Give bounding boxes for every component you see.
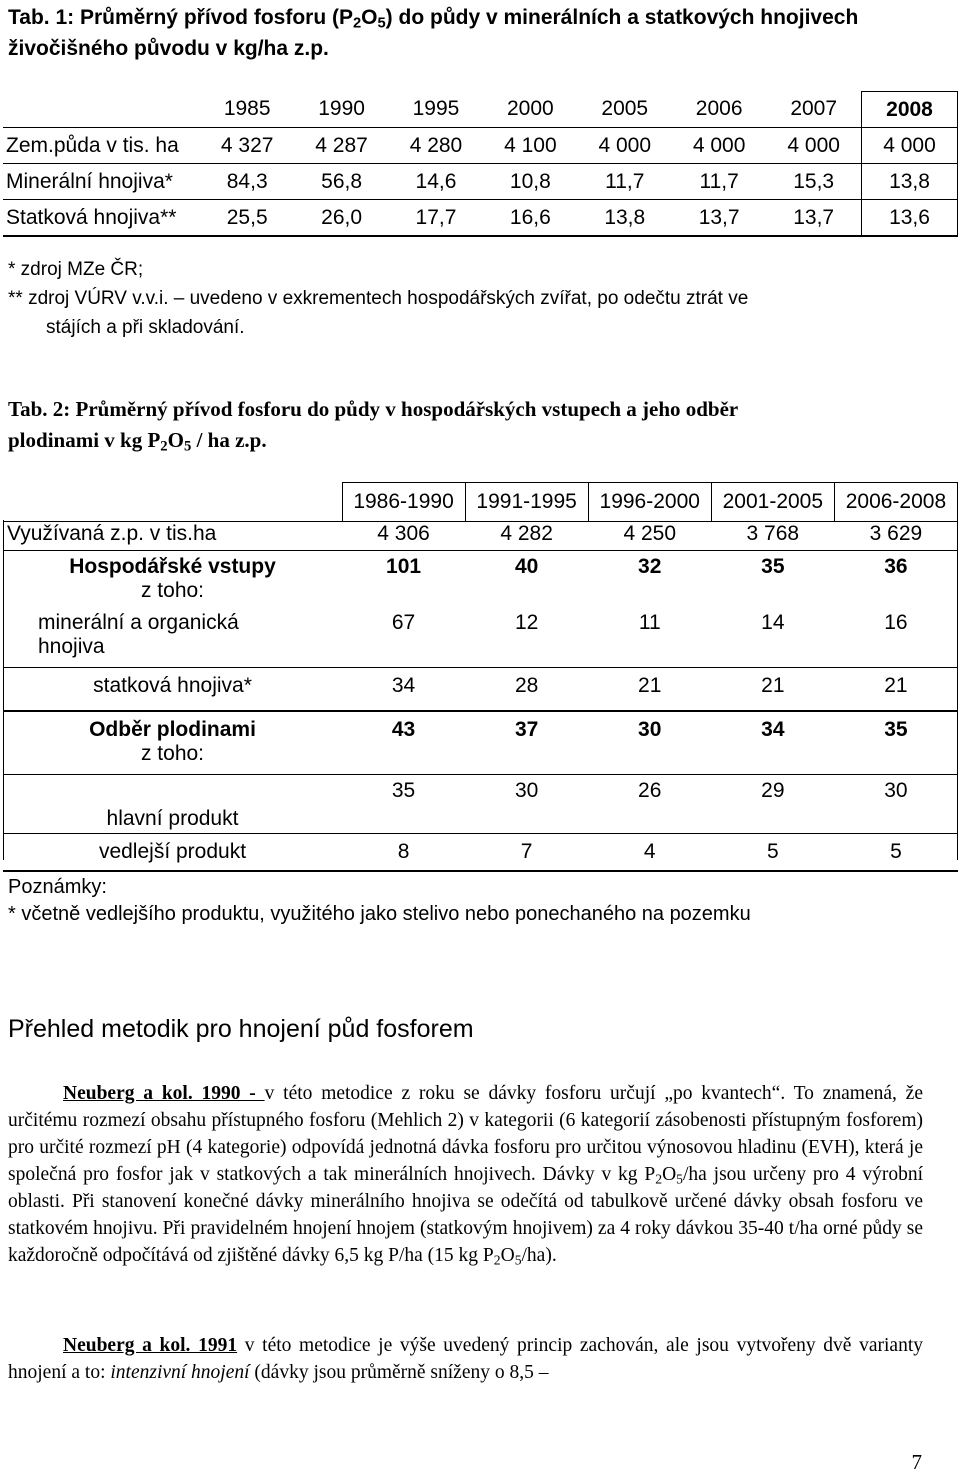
value-cell: 5 — [711, 834, 834, 872]
footnote-3: stájích a při skladování. — [46, 317, 245, 338]
row-label: minerální a organická hnojiva — [3, 611, 342, 668]
value-cell: 34 — [711, 711, 834, 775]
value-cell: 4 — [588, 834, 711, 872]
period-cell: 2006-2008 — [834, 483, 957, 522]
value-cell: 25,5 — [200, 200, 294, 237]
table2-title: Tab. 2: Průměrný přívod fosforu do půdy v hospodářských vstupech a jeho odběr plodinami v kg $P_2O_5$ / ha z.p. — [8, 397, 739, 455]
value-cell: 13,6 — [862, 200, 958, 237]
period-cell: 2001-2005 — [711, 483, 834, 522]
value-cell: 35 — [342, 775, 465, 834]
value-cell: 12 — [465, 611, 588, 668]
table-row — [3, 834, 958, 872]
value-cell: 3 768 — [711, 522, 834, 551]
value-cell: 29 — [711, 775, 834, 834]
row-label: statková hnojiva* — [3, 668, 342, 712]
value-cell: 13,7 — [672, 200, 766, 237]
table-row — [3, 551, 958, 612]
value-cell: 26 — [588, 775, 711, 834]
value-cell: 15,3 — [766, 164, 861, 200]
year-cell: 2000 — [483, 92, 577, 128]
value-cell: 34 — [342, 668, 465, 712]
value-cell: 11,7 — [578, 164, 672, 200]
row-label: Využívaná z.p. v tis.ha — [3, 522, 342, 551]
row-label: Zem.půda v tis. ha — [3, 128, 200, 164]
value-cell: 40 — [514, 555, 539, 578]
table-row — [3, 775, 958, 834]
value-cell: 3 629 — [834, 522, 957, 551]
table-row — [3, 128, 958, 164]
value-cell: 11 — [588, 611, 711, 668]
value-cell: 8 — [342, 834, 465, 872]
value-cell: 4 327 — [200, 128, 294, 164]
value-cell: 4 282 — [465, 522, 588, 551]
value-cell: 4 000 — [578, 128, 672, 164]
row-label: Hospodářské vstupy z toho: — [69, 555, 276, 602]
table-row — [3, 522, 958, 551]
year-cell: 1995 — [389, 92, 483, 128]
value-cell: 28 — [465, 668, 588, 712]
value-cell: 10,8 — [483, 164, 577, 200]
value-cell: 4 250 — [588, 522, 711, 551]
row-label: Minerální hnojiva* — [3, 164, 200, 200]
table-row — [3, 668, 958, 712]
value-cell: 21 — [588, 668, 711, 712]
table1-title: Tab. 1: Průměrný přívod fosforu $(P_2O_5)$ do půdy v minerálních a statkových hnojivech živočišného původu v kg/ha z.p. — [8, 6, 859, 60]
value-cell: 32 — [638, 555, 662, 578]
section-heading: Přehled metodik pro hnojení půd fosforem — [8, 1015, 474, 1043]
footnote-1: * zdroj MZe ČR; — [8, 259, 144, 280]
value-cell: 35 — [761, 555, 785, 578]
value-cell: 43 — [342, 711, 465, 775]
value-cell: 21 — [834, 668, 957, 712]
note-1: * včetně vedlejšího produktu, využitého jako stelivo nebo ponechaného na pozemku — [8, 903, 751, 925]
page-number: 7 — [911, 1450, 922, 1474]
table-row — [3, 200, 958, 237]
year-cell: 1985 — [200, 92, 294, 128]
table-row — [3, 611, 958, 668]
value-cell: 4 287 — [294, 128, 388, 164]
paragraph-neuberg-1990: Neuberg a kol. 1990 - v této metodice z roku se dávky fosforu určují „po kvantech“. To znamená, že určitému rozmezí obsahu přístupného fosforu (Mehlich 2) v kategorii (6 kategorií zásobenosti přístupným fosforem) pro určité rozmezí pH (4 kategorie) odpovídá jednotná dávka fosforu pro určitou výnosovou hladinu (EVH), která je společná pro fosfor jak v statkových a tak minerálních hnojivech. Dávky v kg $P_2O_5/ha$ jsou určeny pro 4 výrobní oblasti. Při stanovení konečné dávky minerálního hnojiva se odečítá od tabulkově určené dávky obsah fosforu ve statkovém hnojivu. Při pravidelném hnojení hnojem (statkovým hnojivem) za 4 roky dávkou 35-40 t/ha orné půdy se každoročně odpočítává od zjištěné dávky 6,5 kg P/ha (15 kg $P_2O_5/ha$). — [8, 1083, 923, 1268]
year-cell: 1990 — [294, 92, 388, 128]
table2-right-border — [957, 520, 958, 860]
row-label: Odběr plodinami z toho: — [3, 711, 342, 775]
value-cell: 16,6 — [483, 200, 577, 237]
period-cell: 1996-2000 — [588, 483, 711, 522]
table-row — [3, 711, 958, 775]
row-label: vedlejší produkt — [3, 834, 342, 872]
value-cell: 101 — [386, 555, 422, 578]
year-cell: 2007 — [766, 92, 861, 128]
year-cell: 2008 — [862, 92, 958, 128]
value-cell: 21 — [711, 668, 834, 712]
value-cell: 4 100 — [483, 128, 577, 164]
table2-left-border — [3, 520, 4, 860]
value-cell: 30 — [834, 775, 957, 834]
value-cell: 4 000 — [766, 128, 861, 164]
value-cell: 26,0 — [294, 200, 388, 237]
value-cell: 14,6 — [389, 164, 483, 200]
row-label: hlavní produkt — [3, 775, 342, 834]
value-cell: 13,8 — [862, 164, 958, 200]
paragraph-neuberg-1991: Neuberg a kol. 1991 v této metodice je výše uvedený princip zachován, ale jsou vytvořeny dvě varianty hnojení a to: intenzivní hnojení (dávky jsou průměrně sníženy o 8,5 – — [8, 1335, 923, 1383]
value-cell: 67 — [342, 611, 465, 668]
value-cell: 17,7 — [389, 200, 483, 237]
notes-heading: Poznámky: — [8, 876, 107, 898]
value-cell: 4 000 — [862, 128, 958, 164]
value-cell: 4 280 — [389, 128, 483, 164]
table1-header-row — [3, 92, 958, 128]
value-cell: 13,8 — [578, 200, 672, 237]
value-cell: 7 — [465, 834, 588, 872]
value-cell: 36 — [884, 555, 908, 578]
value-cell: 30 — [465, 775, 588, 834]
value-cell: 37 — [465, 711, 588, 775]
year-cell: 2006 — [672, 92, 766, 128]
value-cell: 16 — [834, 611, 957, 668]
year-cell: 2005 — [578, 92, 672, 128]
period-cell: 1986-1990 — [342, 483, 465, 522]
value-cell: 4 000 — [672, 128, 766, 164]
row-label: Statková hnojiva** — [3, 200, 200, 237]
table2-header-row — [3, 483, 958, 522]
footnote-2: ** zdroj VÚRV v.v.i. – uvedeno v exkrementech hospodářských zvířat, po odečtu ztrát ve — [8, 288, 749, 309]
value-cell: 35 — [834, 711, 957, 775]
table-row — [3, 164, 958, 200]
value-cell: 30 — [588, 711, 711, 775]
value-cell: 14 — [711, 611, 834, 668]
table2 — [3, 482, 958, 872]
value-cell: 5 — [834, 834, 957, 872]
value-cell: 13,7 — [766, 200, 861, 237]
period-cell: 1991-1995 — [465, 483, 588, 522]
value-cell: 84,3 — [200, 164, 294, 200]
value-cell: 11,7 — [672, 164, 766, 200]
value-cell: 56,8 — [294, 164, 388, 200]
table1 — [3, 91, 958, 237]
value-cell: 4 306 — [342, 522, 465, 551]
